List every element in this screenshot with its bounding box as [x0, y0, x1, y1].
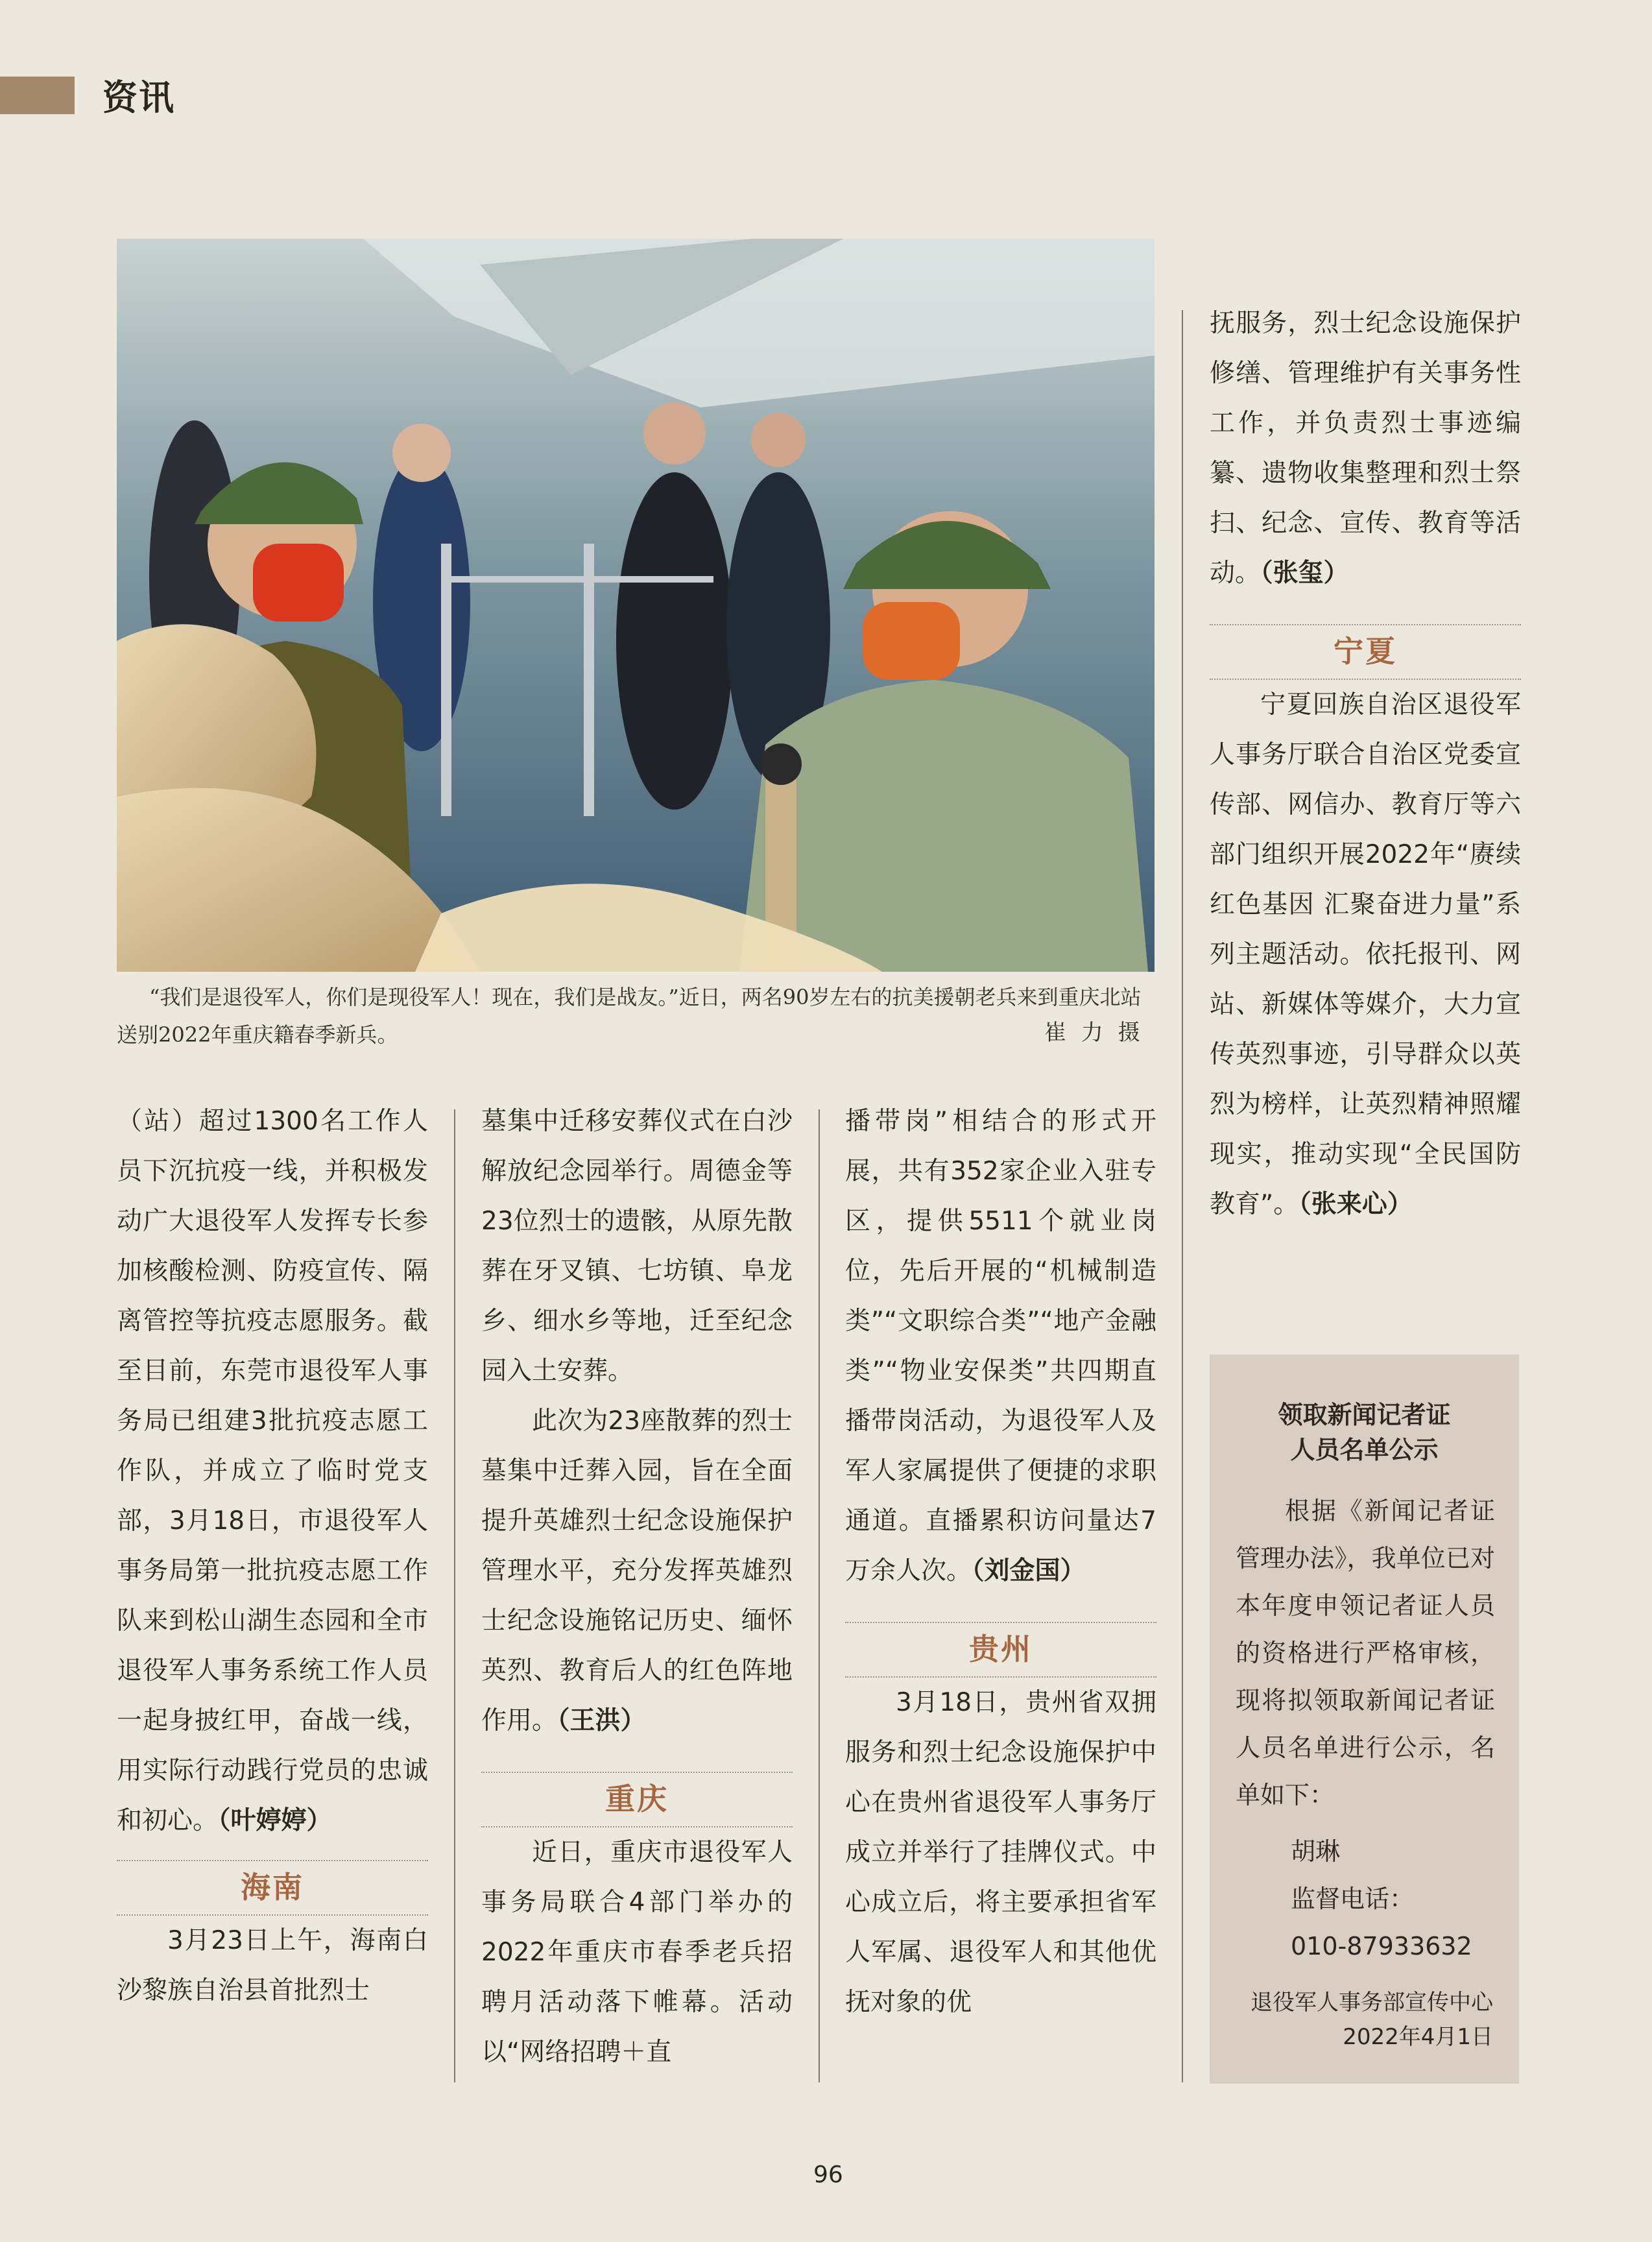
article-text: 此次为23座散葬的烈士墓集中迁葬入园，旨在全面提升英雄烈士纪念设施保护管理水平，充分发挥英雄烈士纪念设施铭记历史、缅怀英烈、教育后人的红色阵地作用。: [481, 1406, 793, 1735]
section-tag-bar: [0, 77, 75, 114]
article-column-4: [1210, 298, 1521, 1229]
section-title: 资讯: [102, 77, 175, 118]
article-author: （王洪）: [557, 1706, 646, 1735]
article-author: （刘金国）: [972, 1556, 1086, 1585]
notice-box: [1210, 1355, 1519, 2084]
region-heading-text: 海南: [241, 1870, 304, 1905]
region-heading-text: 重庆: [605, 1781, 669, 1816]
photo-credit: 崔 力 摄: [1044, 1020, 1144, 1046]
region-heading-guizhou: [845, 1622, 1156, 1678]
notice-title: [1210, 1397, 1519, 1467]
article-text: 墓集中迁移安葬仪式在白沙解放纪念园举行。周德金等23位烈士的遗骸，从原先散葬在牙叉镇、七坊镇、阜龙乡、细水乡等地，迁至纪念园入土安葬。: [481, 1107, 793, 1386]
notice-phone: 010-87933632: [1291, 1932, 1472, 1960]
article-column-1: [117, 1096, 428, 2016]
column-divider: [1182, 310, 1183, 2082]
article-column-2: [481, 1096, 793, 2077]
notice-date: 2022年4月1日: [1343, 2024, 1493, 2050]
notice-name: 胡琳: [1291, 1837, 1341, 1866]
column-divider: [819, 1109, 820, 2082]
photo-illustration: [117, 239, 1155, 972]
region-heading-chongqing: [481, 1772, 793, 1827]
article-text: 3月18日，贵州省双拥服务和烈士纪念设施保护中心在贵州省退役军人事务厅成立并举行了挂牌仪式。中心成立后，将主要承担省军人军属、退役军人和其他优抚对象的优: [845, 1688, 1156, 2017]
notice-phone-label: 监督电话：: [1291, 1885, 1415, 1913]
article-column-3: [845, 1096, 1156, 2027]
page-number: 96: [813, 2162, 843, 2188]
article-text: 播带岗”相结合的形式开展，共有352家企业入驻专区，提供5511个就业岗位，先后开展的“机械制造类”“文职综合类”“地产金融类”“物业安保类”共四期直播带岗活动，为退役军人及军人家属提供了便捷的求职通道。直播累积访问量达7万余人次。: [845, 1107, 1156, 1585]
region-heading-hainan: [117, 1860, 428, 1916]
notice-body: [1236, 1488, 1495, 1819]
notice-body-text: 根据《新闻记者证管理办法》，我单位已对本年度申领记者证人员的资格进行严格审核，现将拟领取新闻记者证人员名单进行公示，名单如下：: [1236, 1497, 1495, 1809]
notice-title-line: 人员名单公示: [1290, 1436, 1439, 1464]
article-text: 近日，重庆市退役军人事务局联合4部门举办的2022年重庆市春季老兵招聘月活动落下帷幕。活动以“网络招聘＋直: [481, 1838, 793, 2067]
news-photo: [117, 239, 1155, 972]
region-heading-ningxia: [1210, 624, 1521, 680]
region-heading-text: 贵州: [969, 1632, 1033, 1667]
article-text: 3月23日上午，海南白沙黎族自治县首批烈士: [117, 1926, 428, 2005]
article-text: 宁夏回族自治区退役军人事务厅联合自治区党委宣传部、网信办、教育厅等六部门组织开展2022年“赓续红色基因 汇聚奋进力量”系列主题活动。依托报刊、网站、新媒体等媒介，大力宣传英烈事迹，引导群众以英烈为榜样，让英烈精神照耀现实，推动实现“全民国防教育”。: [1210, 690, 1521, 1219]
article-author: （张玺）: [1260, 559, 1349, 588]
column-divider: [454, 1109, 455, 2082]
article-text: （站）超过1300名工作人员下沉抗疫一线，并积极发动广大退役军人发挥专长参加核酸检测、防疫宣传、隔离管控等抗疫志愿服务。截至目前，东莞市退役军人事务局已组建3批抗疫志愿工作队，并成立了临时党支部，3月18日，市退役军人事务局第一批抗疫志愿工作队来到松山湖生态园和全市退役军人事务系统工作人员一起身披红甲，奋战一线，用实际行动践行党员的忠诚和初心。: [117, 1107, 428, 1835]
region-heading-text: 宁夏: [1334, 634, 1397, 669]
notice-org: 退役军人事务部宣传中心: [1251, 1990, 1493, 2016]
photo-caption: “我们是退役军人，你们是现役军人！现在，我们是战友。”近日，两名90岁左右的抗美援朝老兵来到重庆北站送别2022年重庆籍春季新兵。: [117, 985, 1142, 1047]
notice-title-line: 领取新闻记者证: [1278, 1401, 1451, 1429]
article-author: （叶婷婷）: [218, 1806, 332, 1835]
article-text: 抚服务，烈士纪念设施保护修缮、管理维护有关事务性工作，并负责烈士事迹编纂、遗物收集整理和烈士祭扫、纪念、宣传、教育等活动。: [1210, 309, 1521, 588]
article-author: （张来心）: [1299, 1190, 1413, 1219]
